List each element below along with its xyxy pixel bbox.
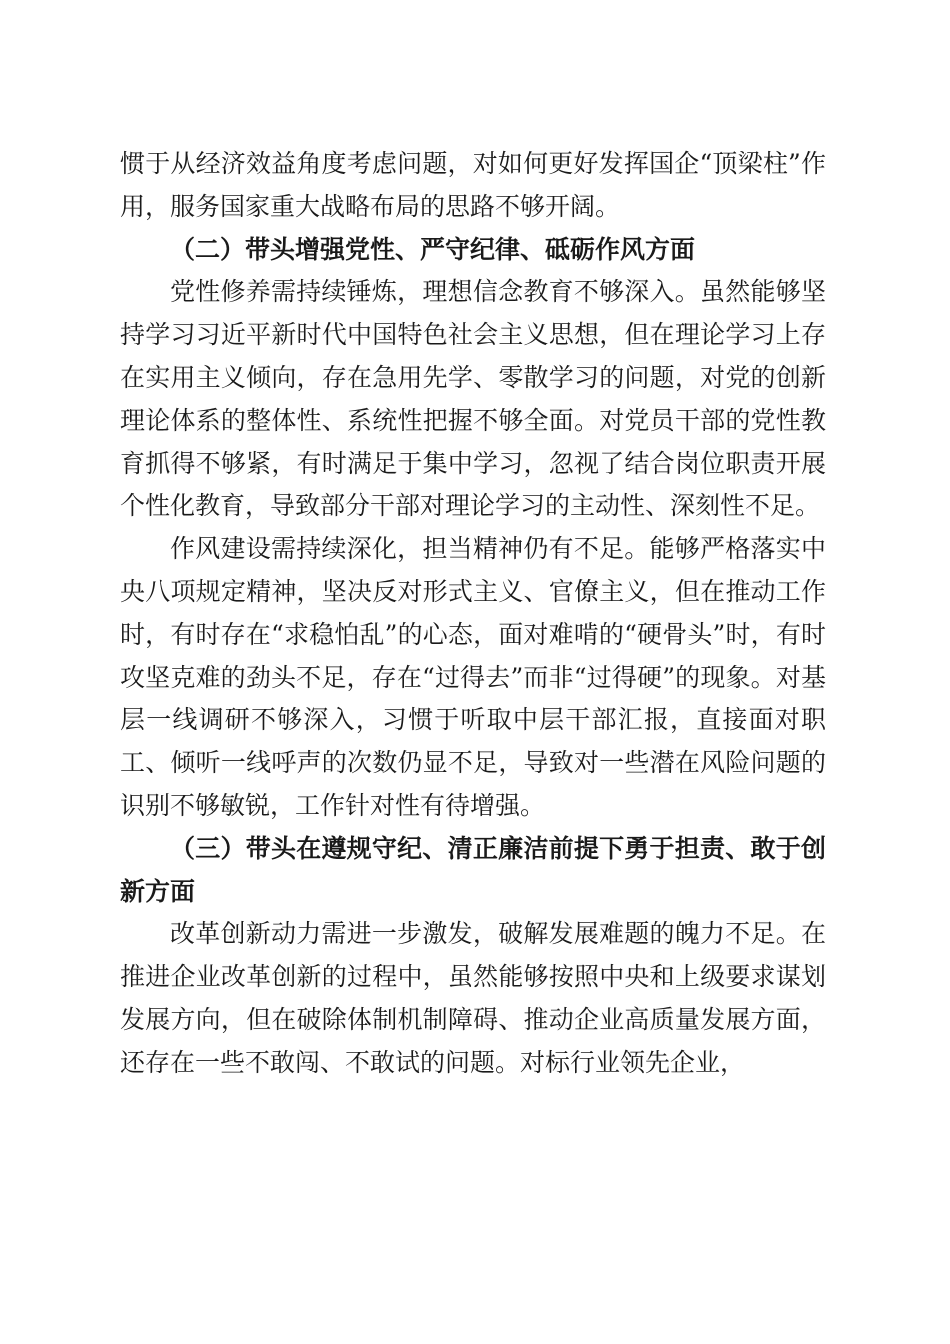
paragraph-reform-innovation: 改革创新动力需进一步激发，破解发展难题的魄力不足。在推进企业改革创新的过程中，虽然能够按照中央和上级要求谋划发展方向，但在破除体制机制障碍、推动企业高质量发展方面，还存在一些不敢闯、不敢试的问题。对标行业领先企业，: [120, 919, 826, 1077]
paragraph-continued: 惯于从经济效益角度考虑问题，对如何更好发挥国企“顶梁柱”作用，服务国家重大战略布局的思路不够开阔。: [120, 149, 826, 221]
section-heading-3: （三）带头在遵规守纪、清正廉洁前提下勇于担责、敢于创新方面: [120, 833, 826, 906]
paragraph-work-style: 作风建设需持续深化，担当精神仍有不足。能够严格落实中央八项规定精神，坚决反对形式主义、官僚主义，但在推动工作时，有时存在“求稳怕乱”的心态，面对难啃的“硬骨头”时，有时攻坚克难的劲头不足，存在“过得去”而非“过得硬”的现象。对基层一线调研不够深入，习惯于听取中层干部汇报，直接面对职工、倾听一线呼声的次数仍显不足，导致对一些潜在风险问题的识别不够敏锐，工作针对性有待增强。: [120, 534, 826, 820]
document-body: [120, 143, 826, 1085]
section-heading-2: （二）带头增强党性、严守纪律、砥砺作风方面: [170, 234, 696, 264]
paragraph-party-spirit: 党性修养需持续锤炼，理想信念教育不够深入。虽然能够坚持学习习近平新时代中国特色社会主义思想，但在理论学习上存在实用主义倾向，存在急用先学、零散学习的问题，对党的创新理论体系的整体性、系统性把握不够全面。对党员干部的党性教育抓得不够紧，有时满足于集中学习，忽视了结合岗位职责开展个性化教育，导致部分干部对理论学习的主动性、深刻性不足。: [120, 277, 826, 521]
